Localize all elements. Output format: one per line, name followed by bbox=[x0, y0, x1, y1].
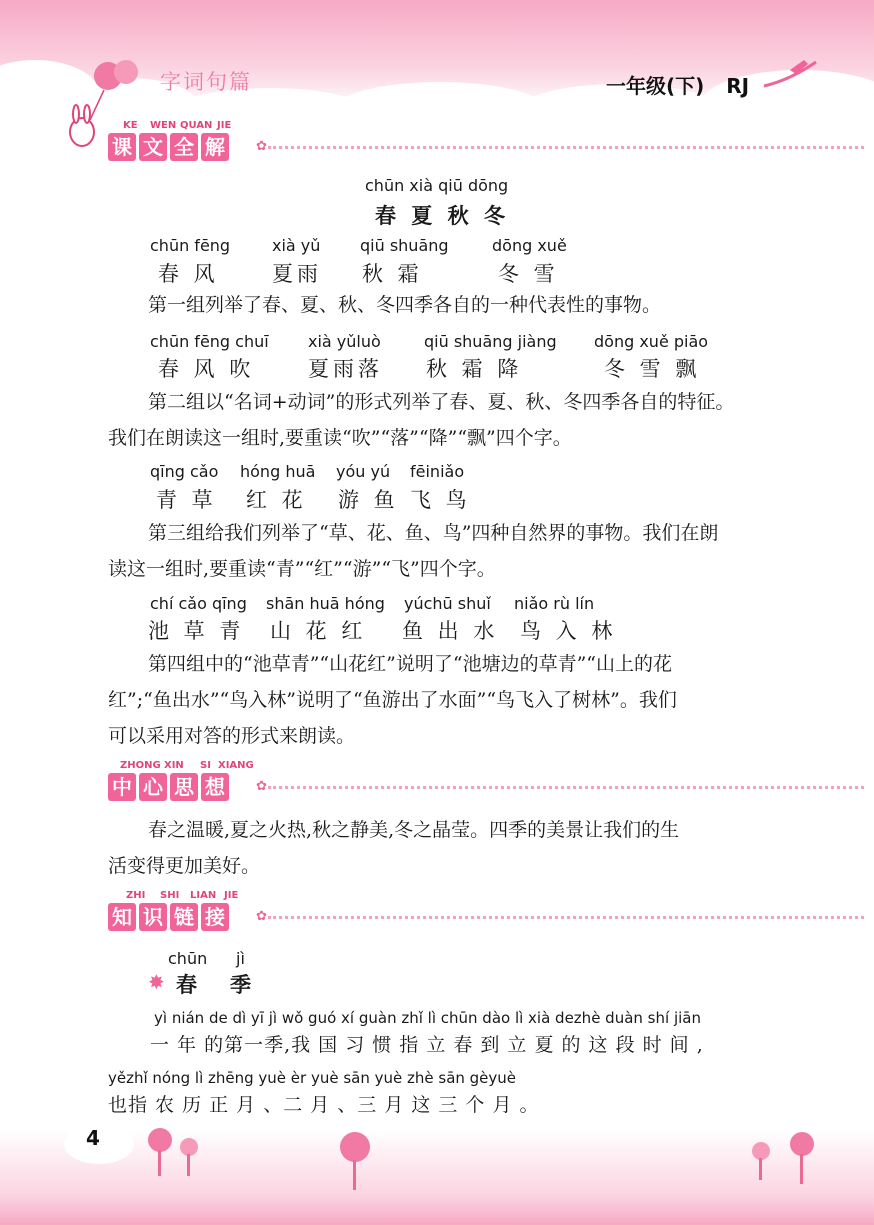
word-pinyin: fēiniǎo bbox=[410, 462, 465, 481]
edition-text: RJ bbox=[726, 74, 750, 98]
section-char: 想 bbox=[201, 773, 229, 801]
section-char: 课 bbox=[108, 133, 136, 161]
word: 春 风 吹 bbox=[158, 357, 255, 381]
word: 秋 霜 bbox=[362, 262, 423, 286]
group-note: 第四组中的“池草青”“山花红”说明了“池塘边的草青”“山上的花 bbox=[148, 653, 672, 675]
section-pinyin: JIE bbox=[217, 120, 232, 131]
section-char: 识 bbox=[139, 903, 167, 931]
word-pinyin: qiū shuāng jiàng bbox=[424, 332, 557, 351]
pinyin-text-line: 一 年 的第一季,我 国 习 惯 指 立 春 到 立 夏 的 这 段 时 间 , bbox=[150, 1034, 704, 1056]
group-note: 可以采用对答的形式来朗读。 bbox=[108, 725, 356, 747]
section-char: 思 bbox=[170, 773, 198, 801]
group-note: 第一组列举了春、夏、秋、冬四季各自的一种代表性的事物。 bbox=[148, 294, 662, 316]
section-header-zhishi bbox=[108, 890, 868, 942]
word-pinyin: shān huā hóng bbox=[266, 594, 385, 613]
word-pinyin: chí cǎo qīng bbox=[150, 594, 247, 613]
section-char: 文 bbox=[139, 133, 167, 161]
flower-icon: ✿ bbox=[256, 779, 267, 794]
term: 春 bbox=[176, 972, 201, 997]
section-pinyin: XIANG bbox=[218, 760, 254, 771]
dotted-divider bbox=[268, 786, 864, 789]
section-header-zhongxin bbox=[108, 760, 868, 812]
word-pinyin: xià yǔluò bbox=[308, 332, 381, 351]
grade-label bbox=[606, 70, 749, 99]
word: 鱼 出 水 bbox=[402, 619, 499, 643]
word: 青 草 bbox=[156, 488, 217, 512]
word-pinyin: dōng xuě bbox=[492, 236, 567, 255]
section-pinyin: XIN bbox=[164, 760, 184, 771]
word: 鸟 入 林 bbox=[520, 619, 617, 643]
text-pinyin: yězhǐ nóng lì zhēng yuè èr yuè sān yuè zhè sān gèyuè bbox=[108, 1069, 517, 1087]
group-note: 我们在朗读这一组时,要重读“吹”“落”“降”“飘”四个字。 bbox=[108, 427, 572, 449]
section-char: 全 bbox=[170, 133, 198, 161]
section-pinyin: SI bbox=[200, 760, 211, 771]
word-pinyin: hóng huā bbox=[240, 462, 316, 481]
word: 山 花 红 bbox=[270, 619, 367, 643]
lesson-title: 春 夏 秋 冬 bbox=[375, 203, 509, 228]
grade-text: 一年级(下) bbox=[606, 74, 705, 98]
term-pinyin: chūn bbox=[168, 949, 208, 968]
word-pinyin: niǎo rù lín bbox=[514, 594, 595, 613]
section-header-kewen bbox=[108, 120, 868, 172]
text-pinyin: yì nián de dì yī jì wǒ guó xí guàn zhǐ lì chūn dào lì xià dezhè duàn shí jiān bbox=[154, 1009, 701, 1027]
central-idea-text: 春之温暖,夏之火热,秋之静美,冬之晶莹。四季的美景让我们的生 bbox=[148, 819, 680, 841]
word: 冬 雪 bbox=[498, 262, 559, 286]
word: 春 风 bbox=[158, 262, 219, 286]
airplane-icon bbox=[760, 56, 820, 96]
group-note: 红”;“鱼出水”“鸟入林”说明了“鱼游出了水面”“鸟飞入了树林”。我们 bbox=[108, 689, 677, 711]
word-pinyin: dōng xuě piāo bbox=[594, 332, 709, 351]
page-number: 4 bbox=[86, 1126, 100, 1150]
section-pinyin: QUAN bbox=[180, 120, 213, 131]
word-pinyin: chūn fēng bbox=[150, 236, 231, 255]
term: 季 bbox=[230, 972, 255, 997]
group-note: 第二组以“名词+动词”的形式列举了春、夏、秋、冬四季各自的特征。 bbox=[148, 391, 735, 413]
section-char: 心 bbox=[139, 773, 167, 801]
flower-icon: ✿ bbox=[256, 909, 267, 924]
word: 夏雨落 bbox=[308, 357, 383, 381]
section-char: 链 bbox=[170, 903, 198, 931]
star-icon: ✸ bbox=[148, 970, 165, 994]
section-pinyin: JIE bbox=[224, 890, 239, 901]
word-pinyin: xià yǔ bbox=[272, 236, 321, 255]
word: 池 草 青 bbox=[148, 619, 245, 643]
word: 秋 霜 降 bbox=[426, 357, 523, 381]
word: 红 花 bbox=[246, 488, 307, 512]
word: 游 鱼 bbox=[338, 488, 399, 512]
word-pinyin: qīng cǎo bbox=[150, 462, 219, 481]
section-char: 中 bbox=[108, 773, 136, 801]
central-idea-text: 活变得更加美好。 bbox=[108, 855, 261, 877]
word: 飞 鸟 bbox=[410, 488, 471, 512]
section-pinyin: ZHI bbox=[126, 890, 146, 901]
word: 夏雨 bbox=[272, 262, 322, 286]
section-pinyin: KE bbox=[123, 120, 138, 131]
word-pinyin: yúchū shuǐ bbox=[404, 594, 491, 613]
series-title: 字词句篇 bbox=[160, 70, 252, 94]
group-note: 读这一组时,要重读“青”“红”“游”“飞”四个字。 bbox=[108, 558, 496, 580]
section-pinyin: ZHONG bbox=[120, 760, 161, 771]
dotted-divider bbox=[268, 146, 864, 149]
section-pinyin: SHI bbox=[160, 890, 180, 901]
flower-icon: ✿ bbox=[256, 139, 267, 154]
section-pinyin: LIAN bbox=[190, 890, 217, 901]
word: 冬 雪 飘 bbox=[604, 357, 701, 381]
word-pinyin: qiū shuāng bbox=[360, 236, 449, 255]
dotted-divider bbox=[268, 916, 864, 919]
section-pinyin: WEN bbox=[150, 120, 177, 131]
section-char: 接 bbox=[201, 903, 229, 931]
group-note: 第三组给我们列举了“草、花、鱼、鸟”四种自然界的事物。我们在朗 bbox=[148, 522, 719, 544]
title-pinyin: chūn xià qiū dōng bbox=[365, 176, 509, 195]
term-pinyin: jì bbox=[236, 949, 245, 968]
word-pinyin: chūn fēng chuī bbox=[150, 332, 269, 351]
word-pinyin: yóu yú bbox=[336, 462, 391, 481]
pinyin-text-line: 也指 农 历 正 月 、二 月 、三 月 这 三 个 月 。 bbox=[108, 1094, 540, 1116]
section-char: 解 bbox=[201, 133, 229, 161]
section-char: 知 bbox=[108, 903, 136, 931]
